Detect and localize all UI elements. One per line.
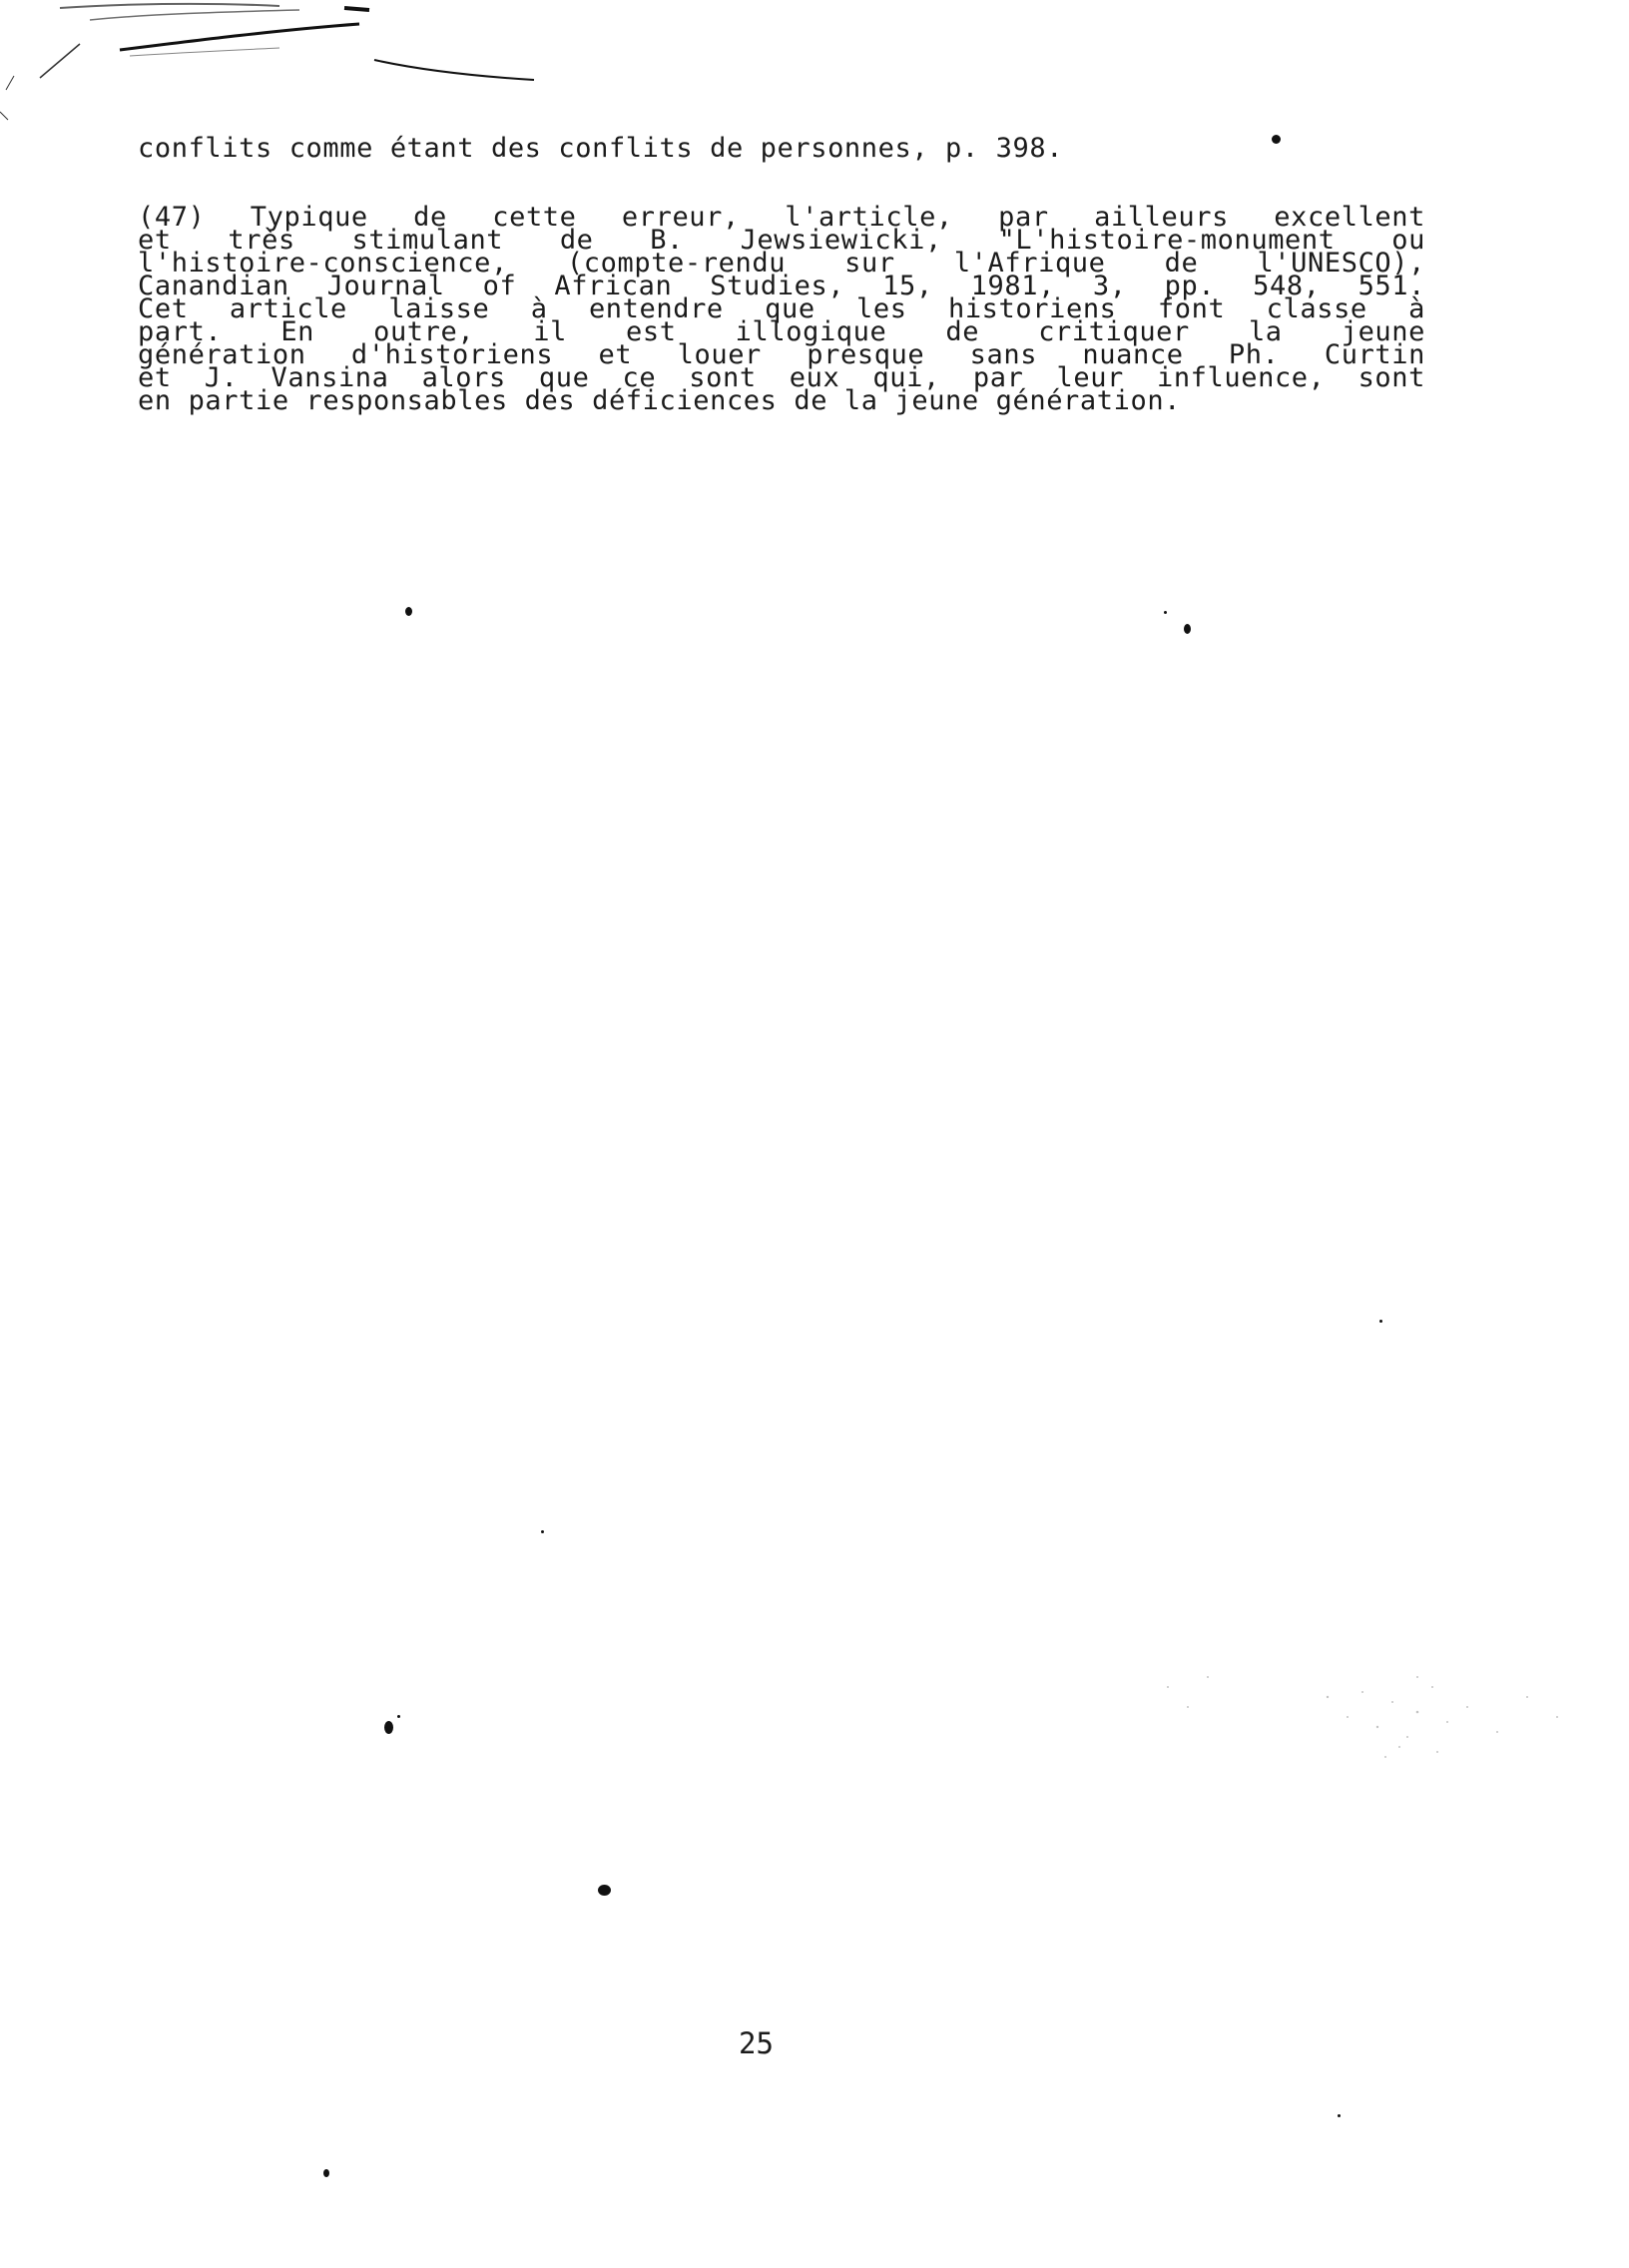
footnote-47-line-3: l'histoire-conscience, (compte-rendu sur l'Afrique de l'UNESCO), — [138, 248, 1425, 279]
footnote-47-line-8: et J. Vansina alors que ce sont eux qui, par leur influence, sont — [138, 362, 1425, 393]
scan-speck — [1272, 135, 1281, 144]
scan-speck — [405, 607, 412, 616]
scan-speck — [384, 1721, 393, 1734]
scan-noise-cluster — [1148, 1657, 1587, 1777]
continuation-line: conflits comme étant des conflits de personnes, p. 398. — [138, 133, 1064, 164]
scan-speck — [541, 1530, 544, 1533]
scan-speck — [397, 1715, 400, 1718]
page-number: 25 — [739, 2026, 774, 2060]
scan-speck — [323, 2169, 329, 2177]
scan-speck — [1379, 1320, 1382, 1323]
footnote-47-line-5: Cet article laisse à entendre que les historiens font classe à — [138, 293, 1425, 324]
scan-speck — [1184, 624, 1191, 634]
scan-speck — [1164, 611, 1167, 614]
footnote-47-line-7: génération d'historiens et louer presque sans nuance Ph. Curtin — [138, 339, 1425, 370]
footnote-47-line-4: Canandian Journal of African Studies, 15, 1981, 3, pp. 548, 551. — [138, 271, 1425, 301]
footnote-47-line-9: en partie responsables des déficiences de la jeune génération. — [138, 385, 1182, 416]
scan-scribble-artifact — [0, 0, 559, 130]
scan-speck — [598, 1885, 611, 1896]
scan-speck — [1338, 2114, 1341, 2117]
footnote-47-line-1: (47) Typique de cette erreur, l'article, par ailleurs excellent — [138, 202, 1425, 233]
footnote-47-line-2: et très stimulant de B. Jewsiewicki, "L'histoire-monument ou — [138, 225, 1425, 256]
footnote-47-line-6: part. En outre, il est illogique de critiquer la jeune — [138, 316, 1425, 347]
